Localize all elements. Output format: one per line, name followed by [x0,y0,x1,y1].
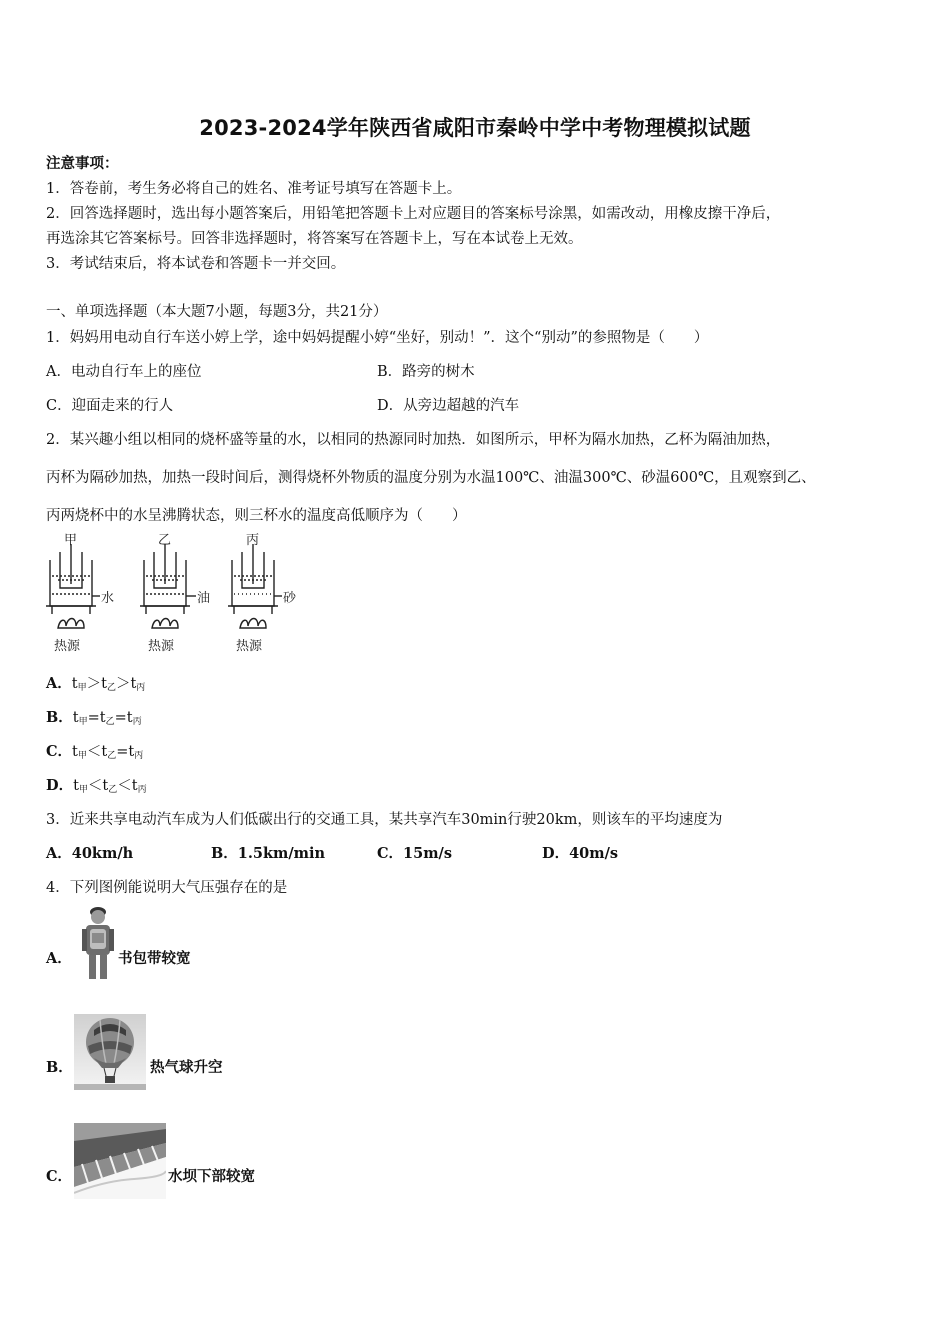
medium-label: 水 [101,591,115,606]
notice-item: 再选涂其它答案标号。回答非选择题时，将答案写在答题卡上，写在本试卷上无效。 [46,231,583,247]
medium-label: 油 [197,591,211,606]
student-backpack-image [74,905,120,981]
q4-option-c-label: C． [46,1168,73,1185]
section-heading: 一、单项选择题（本大题7小题，每题3分，共21分） [46,304,388,320]
dam-image [74,1123,166,1199]
q3-option-c: C．15m/s [377,845,453,862]
notice-item: 3．考试结束后，将本试卷和答题卡一并交回。 [46,256,346,272]
question-2-line: 2．某兴趣小组以相同的烧杯盛等量的水，以相同的热源同时加热．如图所示，甲杯为隔水加热，乙杯为隔油加热， [46,432,781,448]
q3-option-d: D．40m/s [542,845,619,862]
beaker-heating-figure [44,532,306,658]
cup-label: 甲 [64,533,78,548]
q2-option-d: D．t甲＜t乙＜t丙 [46,777,147,795]
q2-option-a: A．t甲＞t乙＞t丙 [46,675,146,693]
flame-yi [152,619,178,629]
question-2-line: 丙杯为隔砂加热，加热一段时间后，测得烧杯外物质的温度分别为水温100℃、油温300℃、砂温600℃，且观察到乙、 [46,470,816,486]
flame-jia [58,619,84,629]
hot-air-balloon-image [74,1014,146,1090]
cup-label: 丙 [246,533,260,548]
q4-option-a-text: 书包带较宽 [118,950,191,967]
q4-option-c-text: 水坝下部较宽 [168,1168,255,1185]
q1-option-c: C．迎面走来的行人 [46,398,174,414]
flame-bing [240,619,266,629]
q3-option-b: B．1.5km/min [211,845,326,862]
page-title: 2023-2024学年陕西省咸阳市秦岭中学中考物理模拟试题 [199,116,751,140]
cup-label: 乙 [158,533,172,548]
q4-option-b-label: B． [46,1059,73,1076]
heat-source-label: 热源 [236,639,263,654]
question-1-stem: 1．妈妈用电动自行车送小婷上学，途中妈妈提醒小婷“坐好，别动！”．这个“别动”的参照物是（ ） [46,330,709,346]
q4-option-a-label: A． [46,950,72,967]
notice-item: 1．答卷前，考生务必将自己的姓名、准考证号填写在答题卡上。 [46,181,462,197]
q3-option-a: A．40km/h [46,845,134,862]
q1-option-b: B．路旁的树木 [377,364,475,380]
notice-heading: 注意事项： [46,155,119,172]
q2-option-b: B．t甲=t乙=t丙 [46,709,142,727]
q2-option-c: C．t甲＜t乙=t丙 [46,743,144,761]
q4-option-b-text: 热气球升空 [150,1059,223,1076]
question-4-stem: 4．下列图例能说明大气压强存在的是 [46,880,288,896]
question-2-line: 丙两烧杯中的水呈沸腾状态，则三杯水的温度高低顺序为（ ） [46,508,467,524]
question-3-stem: 3．近来共享电动汽车成为人们低碳出行的交通工具，某共享汽车30min行驶20km，则该车的平均速度为 [46,812,723,828]
medium-label: 砂 [283,591,297,606]
q1-option-a: A．电动自行车上的座位 [46,364,202,380]
heat-source-label: 热源 [148,639,175,654]
notice-item: 2．回答选择题时，选出每小题答案后，用铅笔把答题卡上对应题目的答案标号涂黑，如需改动，用橡皮擦干净后， [46,206,781,222]
q1-option-d: D．从旁边超越的汽车 [377,398,520,414]
heat-source-label: 热源 [54,639,81,654]
